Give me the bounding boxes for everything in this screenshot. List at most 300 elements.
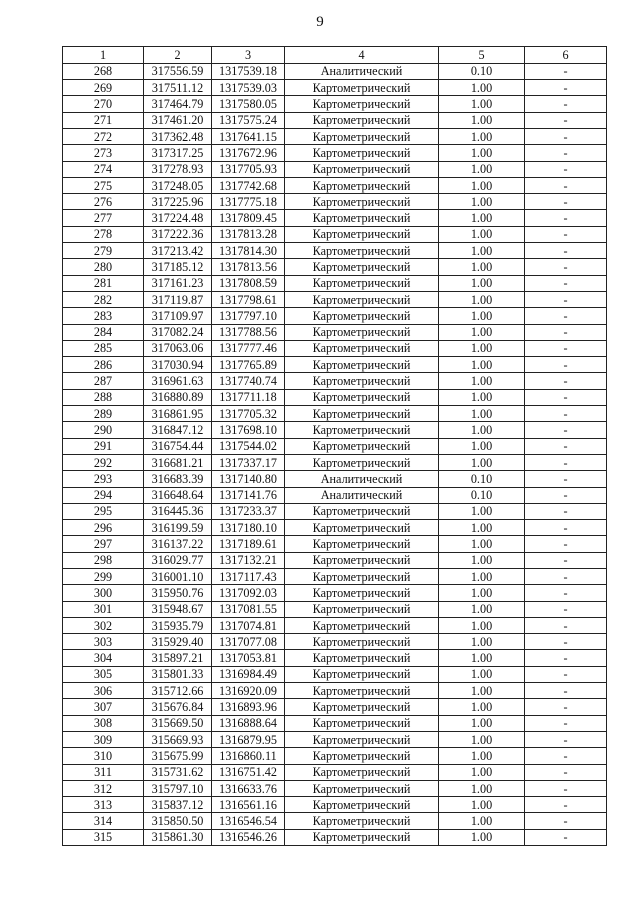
- accuracy-cell: 1.00: [439, 259, 525, 275]
- accuracy-cell: 1.00: [439, 585, 525, 601]
- method-cell: Картометрический: [285, 177, 439, 193]
- point-number-cell: 292: [63, 454, 144, 470]
- accuracy-cell: 1.00: [439, 80, 525, 96]
- y-coordinate-cell: 1317797.10: [212, 308, 285, 324]
- y-coordinate-cell: 1317117.43: [212, 569, 285, 585]
- column-header-3: 3: [212, 47, 285, 64]
- x-coordinate-cell: 315861.30: [144, 829, 212, 845]
- x-coordinate-cell: 317063.06: [144, 340, 212, 356]
- note-cell: -: [525, 520, 607, 536]
- note-cell: -: [525, 259, 607, 275]
- accuracy-cell: 1.00: [439, 569, 525, 585]
- table-row: [63, 748, 607, 764]
- accuracy-cell: 1.00: [439, 373, 525, 389]
- method-cell: Картометрический: [285, 634, 439, 650]
- y-coordinate-cell: 1317775.18: [212, 194, 285, 210]
- table-row: [63, 324, 607, 340]
- point-number-cell: 277: [63, 210, 144, 226]
- x-coordinate-cell: 317030.94: [144, 357, 212, 373]
- point-number-cell: 274: [63, 161, 144, 177]
- table-row: [63, 650, 607, 666]
- method-cell: Картометрический: [285, 438, 439, 454]
- accuracy-cell: 1.00: [439, 96, 525, 112]
- table-row: [63, 471, 607, 487]
- accuracy-cell: 1.00: [439, 797, 525, 813]
- point-number-cell: 294: [63, 487, 144, 503]
- accuracy-cell: 1.00: [439, 161, 525, 177]
- y-coordinate-cell: 1316546.54: [212, 813, 285, 829]
- table-row: [63, 161, 607, 177]
- table-row: [63, 536, 607, 552]
- x-coordinate-cell: 317278.93: [144, 161, 212, 177]
- note-cell: -: [525, 177, 607, 193]
- y-coordinate-cell: 1316561.16: [212, 797, 285, 813]
- method-cell: Картометрический: [285, 813, 439, 829]
- accuracy-cell: 1.00: [439, 177, 525, 193]
- accuracy-cell: 1.00: [439, 829, 525, 845]
- accuracy-cell: 1.00: [439, 601, 525, 617]
- point-number-cell: 285: [63, 340, 144, 356]
- accuracy-cell: 1.00: [439, 340, 525, 356]
- accuracy-cell: 1.00: [439, 308, 525, 324]
- point-number-cell: 290: [63, 422, 144, 438]
- accuracy-cell: 0.10: [439, 487, 525, 503]
- y-coordinate-cell: 1316893.96: [212, 699, 285, 715]
- point-number-cell: 306: [63, 683, 144, 699]
- point-number-cell: 301: [63, 601, 144, 617]
- x-coordinate-cell: 316029.77: [144, 552, 212, 568]
- point-number-cell: 297: [63, 536, 144, 552]
- x-coordinate-cell: 315669.50: [144, 715, 212, 731]
- x-coordinate-cell: 316137.22: [144, 536, 212, 552]
- note-cell: -: [525, 829, 607, 845]
- y-coordinate-cell: 1317053.81: [212, 650, 285, 666]
- table-row: [63, 813, 607, 829]
- y-coordinate-cell: 1317189.61: [212, 536, 285, 552]
- y-coordinate-cell: 1317788.56: [212, 324, 285, 340]
- method-cell: Картометрический: [285, 520, 439, 536]
- note-cell: -: [525, 145, 607, 161]
- note-cell: -: [525, 406, 607, 422]
- accuracy-cell: 1.00: [439, 194, 525, 210]
- coordinates-table: [62, 46, 607, 846]
- accuracy-cell: 1.00: [439, 699, 525, 715]
- x-coordinate-cell: 315731.62: [144, 764, 212, 780]
- table-row: [63, 340, 607, 356]
- table-row: [63, 243, 607, 259]
- y-coordinate-cell: 1317580.05: [212, 96, 285, 112]
- point-number-cell: 295: [63, 503, 144, 519]
- column-header-1: 1: [63, 47, 144, 64]
- point-number-cell: 303: [63, 634, 144, 650]
- accuracy-cell: 1.00: [439, 536, 525, 552]
- point-number-cell: 288: [63, 389, 144, 405]
- y-coordinate-cell: 1317711.18: [212, 389, 285, 405]
- table-row: [63, 63, 607, 79]
- accuracy-cell: 1.00: [439, 422, 525, 438]
- y-coordinate-cell: 1317641.15: [212, 128, 285, 144]
- table-row: [63, 259, 607, 275]
- table-row: [63, 780, 607, 796]
- table-row: [63, 373, 607, 389]
- y-coordinate-cell: 1317813.28: [212, 226, 285, 242]
- accuracy-cell: 1.00: [439, 780, 525, 796]
- note-cell: -: [525, 324, 607, 340]
- point-number-cell: 270: [63, 96, 144, 112]
- x-coordinate-cell: 317109.97: [144, 308, 212, 324]
- note-cell: -: [525, 210, 607, 226]
- note-cell: -: [525, 487, 607, 503]
- x-coordinate-cell: 316683.39: [144, 471, 212, 487]
- point-number-cell: 312: [63, 780, 144, 796]
- method-cell: Картометрический: [285, 699, 439, 715]
- note-cell: -: [525, 291, 607, 307]
- point-number-cell: 282: [63, 291, 144, 307]
- note-cell: -: [525, 536, 607, 552]
- x-coordinate-cell: 317464.79: [144, 96, 212, 112]
- point-number-cell: 281: [63, 275, 144, 291]
- x-coordinate-cell: 317082.24: [144, 324, 212, 340]
- y-coordinate-cell: 1316546.26: [212, 829, 285, 845]
- method-cell: Картометрический: [285, 324, 439, 340]
- y-coordinate-cell: 1317140.80: [212, 471, 285, 487]
- note-cell: -: [525, 764, 607, 780]
- y-coordinate-cell: 1316860.11: [212, 748, 285, 764]
- method-cell: Аналитический: [285, 487, 439, 503]
- table-row: [63, 308, 607, 324]
- y-coordinate-cell: 1317180.10: [212, 520, 285, 536]
- method-cell: Картометрический: [285, 569, 439, 585]
- table-row: [63, 715, 607, 731]
- accuracy-cell: 1.00: [439, 112, 525, 128]
- method-cell: Картометрический: [285, 210, 439, 226]
- note-cell: -: [525, 617, 607, 633]
- note-cell: -: [525, 422, 607, 438]
- y-coordinate-cell: 1317544.02: [212, 438, 285, 454]
- table-row: [63, 585, 607, 601]
- accuracy-cell: 1.00: [439, 438, 525, 454]
- accuracy-cell: 1.00: [439, 634, 525, 650]
- method-cell: Картометрический: [285, 243, 439, 259]
- method-cell: Картометрический: [285, 601, 439, 617]
- method-cell: Картометрический: [285, 373, 439, 389]
- table-row: [63, 829, 607, 845]
- table-row: [63, 454, 607, 470]
- x-coordinate-cell: 317317.25: [144, 145, 212, 161]
- accuracy-cell: 1.00: [439, 731, 525, 747]
- x-coordinate-cell: 316445.36: [144, 503, 212, 519]
- note-cell: -: [525, 80, 607, 96]
- y-coordinate-cell: 1316920.09: [212, 683, 285, 699]
- y-coordinate-cell: 1317132.21: [212, 552, 285, 568]
- method-cell: Картометрический: [285, 650, 439, 666]
- y-coordinate-cell: 1317808.59: [212, 275, 285, 291]
- x-coordinate-cell: 317224.48: [144, 210, 212, 226]
- y-coordinate-cell: 1317742.68: [212, 177, 285, 193]
- table-row: [63, 552, 607, 568]
- y-coordinate-cell: 1317777.46: [212, 340, 285, 356]
- point-number-cell: 269: [63, 80, 144, 96]
- x-coordinate-cell: 315712.66: [144, 683, 212, 699]
- point-number-cell: 278: [63, 226, 144, 242]
- accuracy-cell: 1.00: [439, 210, 525, 226]
- method-cell: Картометрический: [285, 308, 439, 324]
- method-cell: Картометрический: [285, 536, 439, 552]
- y-coordinate-cell: 1317539.03: [212, 80, 285, 96]
- point-number-cell: 293: [63, 471, 144, 487]
- method-cell: Картометрический: [285, 128, 439, 144]
- x-coordinate-cell: 316648.64: [144, 487, 212, 503]
- table-body: [63, 63, 607, 845]
- y-coordinate-cell: 1317077.08: [212, 634, 285, 650]
- table-row: [63, 731, 607, 747]
- method-cell: Аналитический: [285, 471, 439, 487]
- accuracy-cell: 0.10: [439, 471, 525, 487]
- table-row: [63, 275, 607, 291]
- accuracy-cell: 1.00: [439, 324, 525, 340]
- point-number-cell: 287: [63, 373, 144, 389]
- accuracy-cell: 1.00: [439, 748, 525, 764]
- accuracy-cell: 0.10: [439, 63, 525, 79]
- note-cell: -: [525, 715, 607, 731]
- note-cell: -: [525, 161, 607, 177]
- x-coordinate-cell: 316847.12: [144, 422, 212, 438]
- table-row: [63, 96, 607, 112]
- x-coordinate-cell: 315850.50: [144, 813, 212, 829]
- point-number-cell: 314: [63, 813, 144, 829]
- note-cell: -: [525, 454, 607, 470]
- note-cell: -: [525, 666, 607, 682]
- method-cell: Картометрический: [285, 715, 439, 731]
- y-coordinate-cell: 1317233.37: [212, 503, 285, 519]
- point-number-cell: 304: [63, 650, 144, 666]
- table-row: [63, 389, 607, 405]
- note-cell: -: [525, 373, 607, 389]
- y-coordinate-cell: 1317539.18: [212, 63, 285, 79]
- y-coordinate-cell: 1316633.76: [212, 780, 285, 796]
- y-coordinate-cell: 1317705.32: [212, 406, 285, 422]
- point-number-cell: 313: [63, 797, 144, 813]
- point-number-cell: 286: [63, 357, 144, 373]
- table-row: [63, 487, 607, 503]
- note-cell: -: [525, 243, 607, 259]
- table-row: [63, 291, 607, 307]
- accuracy-cell: 1.00: [439, 275, 525, 291]
- method-cell: Картометрический: [285, 797, 439, 813]
- x-coordinate-cell: 315837.12: [144, 797, 212, 813]
- point-number-cell: 305: [63, 666, 144, 682]
- table-row: [63, 503, 607, 519]
- method-cell: Картометрический: [285, 764, 439, 780]
- y-coordinate-cell: 1317672.96: [212, 145, 285, 161]
- x-coordinate-cell: 317222.36: [144, 226, 212, 242]
- y-coordinate-cell: 1316751.42: [212, 764, 285, 780]
- method-cell: Картометрический: [285, 454, 439, 470]
- note-cell: -: [525, 438, 607, 454]
- point-number-cell: 279: [63, 243, 144, 259]
- table-row: [63, 145, 607, 161]
- table-row: [63, 177, 607, 193]
- y-coordinate-cell: 1317705.93: [212, 161, 285, 177]
- table-row: [63, 520, 607, 536]
- x-coordinate-cell: 315676.84: [144, 699, 212, 715]
- note-cell: -: [525, 96, 607, 112]
- note-cell: -: [525, 731, 607, 747]
- table-row: [63, 438, 607, 454]
- x-coordinate-cell: 315950.76: [144, 585, 212, 601]
- point-number-cell: 276: [63, 194, 144, 210]
- x-coordinate-cell: 316880.89: [144, 389, 212, 405]
- method-cell: Картометрический: [285, 552, 439, 568]
- table-row: [63, 699, 607, 715]
- method-cell: Картометрический: [285, 617, 439, 633]
- accuracy-cell: 1.00: [439, 226, 525, 242]
- column-header-6: 6: [525, 47, 607, 64]
- header-row: [63, 47, 607, 64]
- table-row: [63, 422, 607, 438]
- x-coordinate-cell: 317461.20: [144, 112, 212, 128]
- x-coordinate-cell: 315669.93: [144, 731, 212, 747]
- point-number-cell: 268: [63, 63, 144, 79]
- column-header-4: 4: [285, 47, 439, 64]
- accuracy-cell: 1.00: [439, 291, 525, 307]
- note-cell: -: [525, 471, 607, 487]
- table-row: [63, 797, 607, 813]
- column-header-2: 2: [144, 47, 212, 64]
- point-number-cell: 275: [63, 177, 144, 193]
- y-coordinate-cell: 1316879.95: [212, 731, 285, 747]
- accuracy-cell: 1.00: [439, 683, 525, 699]
- table-row: [63, 226, 607, 242]
- point-number-cell: 308: [63, 715, 144, 731]
- note-cell: -: [525, 634, 607, 650]
- point-number-cell: 298: [63, 552, 144, 568]
- point-number-cell: 284: [63, 324, 144, 340]
- method-cell: Картометрический: [285, 422, 439, 438]
- note-cell: -: [525, 226, 607, 242]
- point-number-cell: 273: [63, 145, 144, 161]
- point-number-cell: 271: [63, 112, 144, 128]
- method-cell: Картометрический: [285, 194, 439, 210]
- point-number-cell: 272: [63, 128, 144, 144]
- point-number-cell: 300: [63, 585, 144, 601]
- x-coordinate-cell: 315797.10: [144, 780, 212, 796]
- table-row: [63, 666, 607, 682]
- y-coordinate-cell: 1317740.74: [212, 373, 285, 389]
- method-cell: Картометрический: [285, 96, 439, 112]
- note-cell: -: [525, 585, 607, 601]
- note-cell: -: [525, 275, 607, 291]
- method-cell: Картометрический: [285, 112, 439, 128]
- table-row: [63, 112, 607, 128]
- method-cell: Картометрический: [285, 80, 439, 96]
- method-cell: Картометрический: [285, 226, 439, 242]
- point-number-cell: 283: [63, 308, 144, 324]
- point-number-cell: 309: [63, 731, 144, 747]
- y-coordinate-cell: 1317074.81: [212, 617, 285, 633]
- y-coordinate-cell: 1317092.03: [212, 585, 285, 601]
- method-cell: Картометрический: [285, 406, 439, 422]
- table-row: [63, 80, 607, 96]
- accuracy-cell: 1.00: [439, 454, 525, 470]
- x-coordinate-cell: 316861.95: [144, 406, 212, 422]
- table-row: [63, 194, 607, 210]
- point-number-cell: 315: [63, 829, 144, 845]
- accuracy-cell: 1.00: [439, 503, 525, 519]
- table-row: [63, 128, 607, 144]
- point-number-cell: 310: [63, 748, 144, 764]
- accuracy-cell: 1.00: [439, 666, 525, 682]
- y-coordinate-cell: 1317798.61: [212, 291, 285, 307]
- method-cell: Картометрический: [285, 259, 439, 275]
- note-cell: -: [525, 357, 607, 373]
- method-cell: Картометрический: [285, 731, 439, 747]
- note-cell: -: [525, 340, 607, 356]
- x-coordinate-cell: 317556.59: [144, 63, 212, 79]
- x-coordinate-cell: 316681.21: [144, 454, 212, 470]
- note-cell: -: [525, 552, 607, 568]
- accuracy-cell: 1.00: [439, 813, 525, 829]
- y-coordinate-cell: 1317765.89: [212, 357, 285, 373]
- accuracy-cell: 1.00: [439, 145, 525, 161]
- table-row: [63, 357, 607, 373]
- x-coordinate-cell: 316961.63: [144, 373, 212, 389]
- accuracy-cell: 1.00: [439, 650, 525, 666]
- point-number-cell: 280: [63, 259, 144, 275]
- y-coordinate-cell: 1317081.55: [212, 601, 285, 617]
- x-coordinate-cell: 317119.87: [144, 291, 212, 307]
- x-coordinate-cell: 315948.67: [144, 601, 212, 617]
- x-coordinate-cell: 317248.05: [144, 177, 212, 193]
- accuracy-cell: 1.00: [439, 406, 525, 422]
- method-cell: Картометрический: [285, 340, 439, 356]
- accuracy-cell: 1.00: [439, 552, 525, 568]
- accuracy-cell: 1.00: [439, 243, 525, 259]
- point-number-cell: 302: [63, 617, 144, 633]
- method-cell: Картометрический: [285, 683, 439, 699]
- x-coordinate-cell: 315675.99: [144, 748, 212, 764]
- table-row: [63, 683, 607, 699]
- note-cell: -: [525, 128, 607, 144]
- x-coordinate-cell: 315929.40: [144, 634, 212, 650]
- point-number-cell: 311: [63, 764, 144, 780]
- y-coordinate-cell: 1317141.76: [212, 487, 285, 503]
- accuracy-cell: 1.00: [439, 764, 525, 780]
- page-number: 9: [316, 14, 324, 30]
- note-cell: -: [525, 569, 607, 585]
- x-coordinate-cell: 315935.79: [144, 617, 212, 633]
- x-coordinate-cell: 317362.48: [144, 128, 212, 144]
- accuracy-cell: 1.00: [439, 128, 525, 144]
- accuracy-cell: 1.00: [439, 389, 525, 405]
- x-coordinate-cell: 316001.10: [144, 569, 212, 585]
- x-coordinate-cell: 316754.44: [144, 438, 212, 454]
- x-coordinate-cell: 315897.21: [144, 650, 212, 666]
- y-coordinate-cell: 1316984.49: [212, 666, 285, 682]
- note-cell: -: [525, 194, 607, 210]
- column-header-5: 5: [439, 47, 525, 64]
- note-cell: -: [525, 503, 607, 519]
- point-number-cell: 299: [63, 569, 144, 585]
- x-coordinate-cell: 317213.42: [144, 243, 212, 259]
- method-cell: Картометрический: [285, 145, 439, 161]
- method-cell: Картометрический: [285, 666, 439, 682]
- point-number-cell: 289: [63, 406, 144, 422]
- method-cell: Картометрический: [285, 291, 439, 307]
- y-coordinate-cell: 1317814.30: [212, 243, 285, 259]
- note-cell: -: [525, 797, 607, 813]
- note-cell: -: [525, 601, 607, 617]
